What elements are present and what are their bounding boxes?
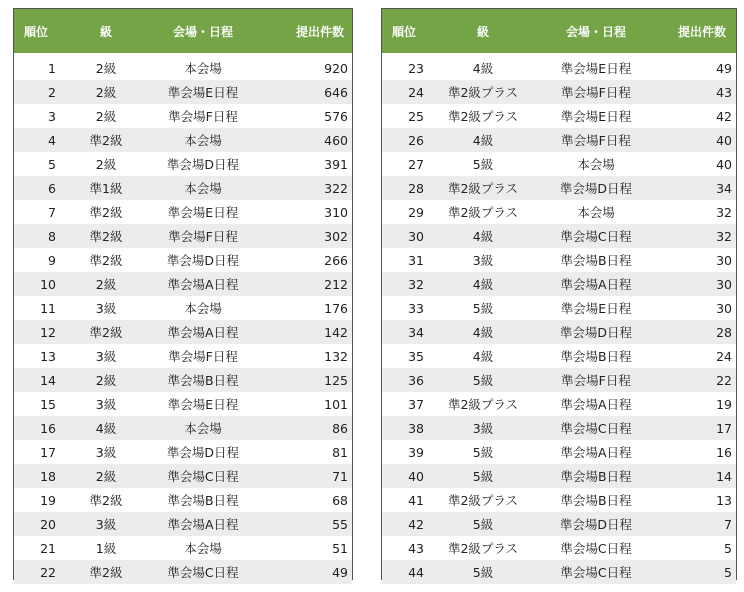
grade-cell: 4級 [472, 277, 494, 292]
rank-cell: 24 [408, 84, 424, 100]
rank-cell: 3 [48, 108, 56, 124]
venue-cell: 本会場 [577, 205, 615, 220]
count-cell: 391 [324, 156, 348, 172]
count-cell: 13 [716, 492, 732, 508]
ranking-table-left [13, 8, 353, 580]
venue-cell: 準会場B日程 [167, 493, 239, 508]
venue-cell: 準会場F日程 [168, 109, 238, 124]
rank-cell: 27 [408, 156, 424, 172]
table-body [14, 56, 352, 584]
table-row [382, 512, 736, 536]
rank-cell: 28 [408, 180, 424, 196]
venue-cell: 準会場A日程 [167, 517, 239, 532]
rank-cell: 20 [40, 516, 56, 532]
count-cell: 51 [332, 540, 348, 556]
venue-cell: 準会場F日程 [561, 373, 631, 388]
venue-cell: 準会場C日程 [167, 469, 239, 484]
count-cell: 49 [716, 60, 732, 76]
count-cell: 101 [324, 396, 348, 412]
grade-cell: 3級 [95, 397, 117, 412]
venue-cell: 準会場C日程 [560, 229, 632, 244]
count-cell: 30 [716, 300, 732, 316]
table-row [382, 488, 736, 512]
venue-cell: 準会場D日程 [166, 253, 240, 268]
venue-cell: 準会場B日程 [560, 349, 632, 364]
count-cell: 132 [324, 348, 348, 364]
venue-cell: 本会場 [184, 421, 222, 436]
venue-cell: 準会場F日程 [561, 133, 631, 148]
venue-cell: 準会場E日程 [560, 61, 632, 76]
table-row [14, 344, 352, 368]
rank-cell: 15 [40, 396, 56, 412]
grade-cell: 2級 [95, 109, 117, 124]
table-row [382, 296, 736, 320]
grade-cell: 準2級プラス [447, 493, 519, 508]
grade-cell: 2級 [95, 85, 117, 100]
grade-cell: 準2級 [89, 325, 123, 340]
grade-cell: 2級 [95, 277, 117, 292]
table-row [14, 560, 352, 584]
venue-cell: 準会場F日程 [168, 229, 238, 244]
grade-cell: 3級 [95, 445, 117, 460]
count-cell: 30 [716, 276, 732, 292]
venue-cell: 準会場C日程 [560, 565, 632, 580]
count-cell: 16 [716, 444, 732, 460]
table-row [382, 344, 736, 368]
table-row [14, 488, 352, 512]
header-rank: 順位 [24, 24, 49, 39]
table-row [14, 80, 352, 104]
grade-cell: 2級 [95, 61, 117, 76]
grade-cell: 4級 [472, 133, 494, 148]
grade-cell: 5級 [472, 469, 494, 484]
rank-cell: 29 [408, 204, 424, 220]
grade-cell: 5級 [472, 445, 494, 460]
header-grade: 級 [99, 24, 112, 39]
venue-cell: 本会場 [184, 181, 222, 196]
count-cell: 302 [324, 228, 348, 244]
rank-cell: 5 [48, 156, 56, 172]
grade-cell: 準2級 [89, 253, 123, 268]
venue-cell: 準会場C日程 [560, 421, 632, 436]
venue-cell: 準会場A日程 [560, 397, 632, 412]
grade-cell: 3級 [95, 301, 117, 316]
venue-cell: 本会場 [184, 541, 222, 556]
venue-cell: 準会場E日程 [167, 85, 239, 100]
rank-cell: 40 [408, 468, 424, 484]
venue-cell: 準会場E日程 [167, 397, 239, 412]
count-cell: 5 [724, 564, 732, 580]
venue-cell: 準会場D日程 [559, 517, 633, 532]
count-cell: 71 [332, 468, 348, 484]
grade-cell: 4級 [472, 325, 494, 340]
venue-cell: 準会場A日程 [167, 325, 239, 340]
table-row [14, 152, 352, 176]
rank-cell: 39 [408, 444, 424, 460]
table-row [14, 176, 352, 200]
table-row [14, 392, 352, 416]
grade-cell: 4級 [472, 61, 494, 76]
rank-cell: 12 [40, 324, 56, 340]
grade-cell: 5級 [472, 301, 494, 316]
grade-cell: 2級 [95, 373, 117, 388]
grade-cell: 3級 [472, 253, 494, 268]
table-row [382, 104, 736, 128]
rank-cell: 10 [40, 276, 56, 292]
table-row [382, 416, 736, 440]
venue-cell: 準会場B日程 [560, 253, 632, 268]
table-row [14, 368, 352, 392]
grade-cell: 準2級プラス [447, 541, 519, 556]
count-cell: 22 [716, 372, 732, 388]
table-row [14, 440, 352, 464]
table-row [14, 128, 352, 152]
table-row [382, 560, 736, 584]
count-cell: 920 [324, 60, 348, 76]
rank-cell: 32 [408, 276, 424, 292]
count-cell: 32 [716, 204, 732, 220]
rank-cell: 22 [40, 564, 56, 580]
grade-cell: 4級 [472, 229, 494, 244]
rank-cell: 25 [408, 108, 424, 124]
venue-cell: 準会場B日程 [167, 373, 239, 388]
grade-cell: 準2級 [89, 133, 123, 148]
table-row [14, 416, 352, 440]
grade-cell: 3級 [472, 421, 494, 436]
count-cell: 176 [324, 300, 348, 316]
rank-cell: 11 [40, 300, 56, 316]
rank-cell: 18 [40, 468, 56, 484]
table-row [382, 320, 736, 344]
venue-cell: 準会場D日程 [559, 181, 633, 196]
table-row [14, 56, 352, 80]
venue-cell: 準会場D日程 [559, 325, 633, 340]
table-row [14, 536, 352, 560]
rank-cell: 4 [48, 132, 56, 148]
table-row [382, 80, 736, 104]
count-cell: 19 [716, 396, 732, 412]
rank-cell: 42 [408, 516, 424, 532]
table-row [14, 224, 352, 248]
count-cell: 7 [724, 516, 732, 532]
count-cell: 24 [716, 348, 732, 364]
rank-cell: 1 [48, 60, 56, 76]
count-cell: 81 [332, 444, 348, 460]
table-row [14, 248, 352, 272]
rank-cell: 8 [48, 228, 56, 244]
grade-cell: 2級 [95, 157, 117, 172]
rank-cell: 38 [408, 420, 424, 436]
rank-cell: 17 [40, 444, 56, 460]
count-cell: 5 [724, 540, 732, 556]
count-cell: 49 [332, 564, 348, 580]
grade-cell: 3級 [95, 349, 117, 364]
count-cell: 125 [324, 372, 348, 388]
count-cell: 212 [324, 276, 348, 292]
header-count: 提出件数 [677, 24, 726, 39]
table-row [382, 56, 736, 80]
rank-cell: 14 [40, 372, 56, 388]
rank-cell: 26 [408, 132, 424, 148]
rank-cell: 6 [48, 180, 56, 196]
table-row [14, 512, 352, 536]
venue-cell: 本会場 [184, 133, 222, 148]
table-row [382, 536, 736, 560]
grade-cell: 準2級プラス [447, 85, 519, 100]
header-venue: 会場・日程 [565, 24, 626, 39]
count-cell: 310 [324, 204, 348, 220]
venue-cell: 準会場E日程 [167, 205, 239, 220]
venue-cell: 準会場A日程 [560, 445, 632, 460]
table-row [382, 152, 736, 176]
table-row [382, 248, 736, 272]
venue-cell: 準会場D日程 [166, 157, 240, 172]
grade-cell: 5級 [472, 157, 494, 172]
count-cell: 55 [332, 516, 348, 532]
rank-cell: 21 [40, 540, 56, 556]
ranking-table-right [381, 8, 737, 580]
rank-cell: 16 [40, 420, 56, 436]
count-cell: 646 [324, 84, 348, 100]
table-row [382, 176, 736, 200]
venue-cell: 本会場 [184, 61, 222, 76]
table-body [382, 56, 736, 584]
venue-cell: 本会場 [577, 157, 615, 172]
table-row [382, 392, 736, 416]
count-cell: 40 [716, 156, 732, 172]
venue-cell: 準会場A日程 [167, 277, 239, 292]
header-rank: 順位 [392, 24, 417, 39]
venue-cell: 準会場C日程 [167, 565, 239, 580]
table-row [382, 440, 736, 464]
grade-cell: 準2級 [89, 229, 123, 244]
table-row [382, 224, 736, 248]
header-grade: 級 [476, 24, 489, 39]
table-header [382, 9, 736, 53]
table-row [14, 272, 352, 296]
grade-cell: 5級 [472, 373, 494, 388]
rank-cell: 43 [408, 540, 424, 556]
count-cell: 68 [332, 492, 348, 508]
rank-cell: 19 [40, 492, 56, 508]
grade-cell: 準2級 [89, 205, 123, 220]
table-header [14, 9, 352, 53]
table-row [14, 104, 352, 128]
count-cell: 34 [716, 180, 732, 196]
rank-cell: 2 [48, 84, 56, 100]
count-cell: 86 [332, 420, 348, 436]
table-row [382, 272, 736, 296]
table-row [14, 296, 352, 320]
table-row [14, 200, 352, 224]
grade-cell: 準2級プラス [447, 109, 519, 124]
grade-cell: 4級 [95, 421, 117, 436]
rank-cell: 7 [48, 204, 56, 220]
count-cell: 576 [324, 108, 348, 124]
grade-cell: 5級 [472, 565, 494, 580]
grade-cell: 準2級 [89, 493, 123, 508]
venue-cell: 準会場B日程 [560, 469, 632, 484]
rank-cell: 44 [408, 564, 424, 580]
table-row [382, 368, 736, 392]
header-venue: 会場・日程 [172, 24, 233, 39]
count-cell: 142 [324, 324, 348, 340]
rank-cell: 23 [408, 60, 424, 76]
grade-cell: 4級 [472, 349, 494, 364]
header-count: 提出件数 [295, 24, 344, 39]
count-cell: 30 [716, 252, 732, 268]
venue-cell: 準会場E日程 [560, 301, 632, 316]
count-cell: 43 [716, 84, 732, 100]
rank-cell: 31 [408, 252, 424, 268]
rank-cell: 36 [408, 372, 424, 388]
venue-cell: 本会場 [184, 301, 222, 316]
venue-cell: 準会場F日程 [168, 349, 238, 364]
count-cell: 28 [716, 324, 732, 340]
grade-cell: 準1級 [89, 181, 123, 196]
grade-cell: 準2級プラス [447, 181, 519, 196]
count-cell: 14 [716, 468, 732, 484]
rank-cell: 34 [408, 324, 424, 340]
grade-cell: 準2級プラス [447, 397, 519, 412]
grade-cell: 3級 [95, 517, 117, 532]
table-row [382, 464, 736, 488]
rank-cell: 37 [408, 396, 424, 412]
venue-cell: 準会場B日程 [560, 493, 632, 508]
count-cell: 322 [324, 180, 348, 196]
rank-cell: 41 [408, 492, 424, 508]
count-cell: 40 [716, 132, 732, 148]
rank-cell: 9 [48, 252, 56, 268]
count-cell: 460 [324, 132, 348, 148]
count-cell: 42 [716, 108, 732, 124]
count-cell: 266 [324, 252, 348, 268]
table-row [382, 200, 736, 224]
venue-cell: 準会場F日程 [561, 85, 631, 100]
rank-cell: 33 [408, 300, 424, 316]
table-row [14, 320, 352, 344]
venue-cell: 準会場A日程 [560, 277, 632, 292]
grade-cell: 準2級 [89, 565, 123, 580]
grade-cell: 1級 [95, 541, 117, 556]
rank-cell: 35 [408, 348, 424, 364]
rank-cell: 30 [408, 228, 424, 244]
table-row [14, 464, 352, 488]
venue-cell: 準会場E日程 [560, 109, 632, 124]
venue-cell: 準会場C日程 [560, 541, 632, 556]
rank-cell: 13 [40, 348, 56, 364]
grade-cell: 準2級プラス [447, 205, 519, 220]
grade-cell: 2級 [95, 469, 117, 484]
grade-cell: 5級 [472, 517, 494, 532]
count-cell: 32 [716, 228, 732, 244]
venue-cell: 準会場D日程 [166, 445, 240, 460]
count-cell: 17 [716, 420, 732, 436]
table-row [382, 128, 736, 152]
